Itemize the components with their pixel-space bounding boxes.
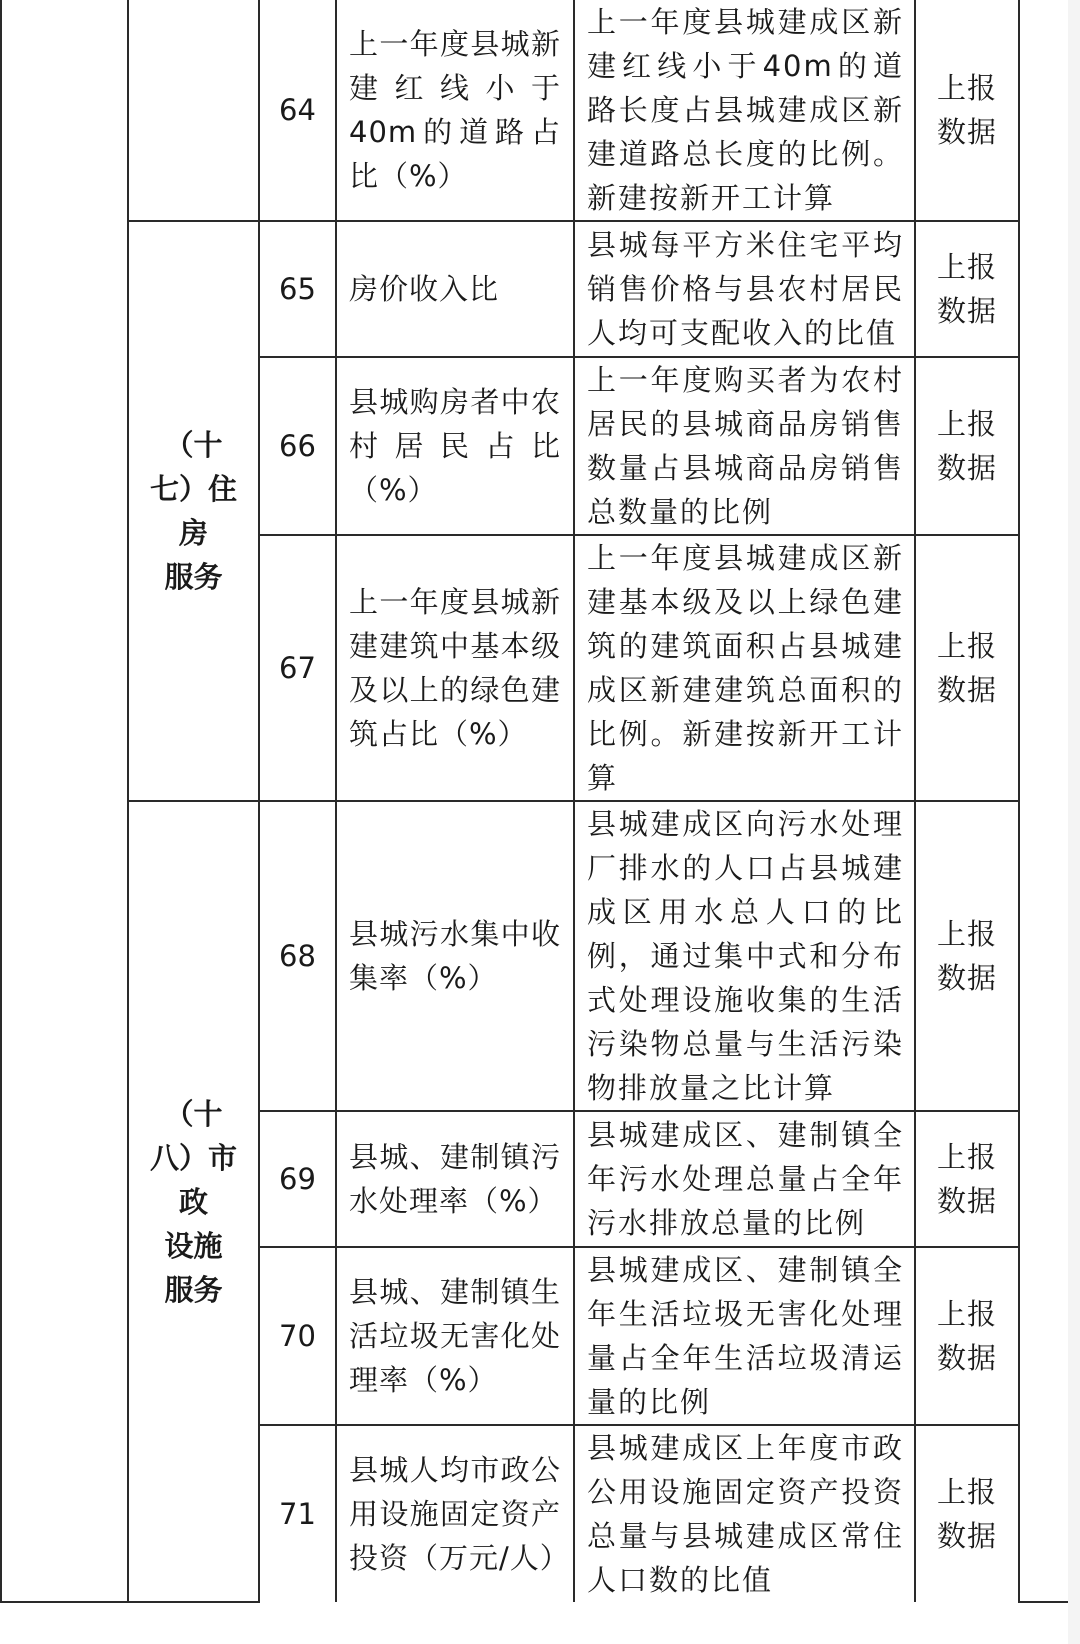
category-cell-continued [128,0,259,221]
row-number: 69 [259,1111,336,1247]
row-number: 65 [259,221,336,357]
data-source-line1: 上报 [936,1140,997,1174]
table-row [1,801,1069,1111]
data-source [915,0,1019,221]
category-municipal [128,801,259,1602]
indicator-name: 上一年度县城新建建筑中基本级及以上的绿色建筑占比（%） [336,535,574,801]
category-line: 八）市 [149,1140,237,1175]
dimension-cell [1,0,128,1602]
data-source-line2: 数据 [936,451,997,485]
data-source [915,535,1019,801]
data-source-line2: 数据 [936,294,997,328]
data-source [915,801,1019,1111]
indicator-name: 县城、建制镇污水处理率（%） [336,1111,574,1247]
remarks-cell [1019,0,1069,1602]
page-edge [1068,0,1080,1644]
data-source-line1: 上报 [936,1297,997,1331]
indicator-definition: 县城每平方米住宅平均销售价格与县农村居民人均可支配收入的比值 [574,221,915,357]
data-source-line2: 数据 [936,1341,997,1375]
data-source-line1: 上报 [936,1475,997,1509]
table-row [1,221,1069,357]
row-number: 64 [259,0,336,221]
indicator-definition: 上一年度购买者为农村居民的县城商品房销售数量占县城商品房销售总数量的比例 [574,357,915,535]
indicator-name: 上一年度县城新建红线小于40m的道路占比（%） [336,0,574,221]
indicator-name: 房价收入比 [336,221,574,357]
row-number: 68 [259,801,336,1111]
data-source-line2: 数据 [936,1519,997,1553]
data-source [915,357,1019,535]
category-line: （十 [164,428,223,462]
category-line: 房 [178,516,208,550]
row-number: 67 [259,535,336,801]
data-source-line1: 上报 [936,71,997,105]
category-line: 服务 [164,560,223,594]
category-housing [128,221,259,801]
indicator-definition: 县城建成区上年度市政公用设施固定资产投资总量与县城建成区常住人口数的比值 [574,1425,915,1602]
data-source-line2: 数据 [936,961,997,995]
category-line: 七）住 [149,472,237,506]
indicator-name: 县城、建制镇生活垃圾无害化处理率（%） [336,1247,574,1425]
indicator-name: 县城污水集中收集率（%） [336,801,574,1111]
category-line: （十 [164,1096,223,1131]
data-source-line1: 上报 [936,250,997,284]
indicator-definition: 县城建成区、建制镇全年污水处理总量占全年污水排放总量的比例 [574,1111,915,1247]
indicator-definition: 上一年度县城建成区新建基本级及以上绿色建筑的建筑面积占县城建成区新建建筑总面积的比例。新建按新开工计算 [574,535,915,801]
data-source [915,1425,1019,1602]
category-line: 政 [178,1184,208,1219]
data-source-line1: 上报 [936,407,997,441]
data-source [915,1111,1019,1247]
category-line: 服务 [164,1272,223,1307]
indicator-name: 县城人均市政公用设施固定资产投资（万元/人） [336,1425,574,1602]
data-source-line1: 上报 [936,917,997,951]
data-source [915,1247,1019,1425]
row-number: 71 [259,1425,336,1602]
indicator-definition: 县城建成区、建制镇全年生活垃圾无害化处理量占全年生活垃圾清运量的比例 [574,1247,915,1425]
data-source-line2: 数据 [936,1184,997,1218]
data-source [915,221,1019,357]
table-row [1,0,1069,221]
data-source-line2: 数据 [936,673,997,707]
row-number: 70 [259,1247,336,1425]
indicator-definition: 县城建成区向污水处理厂排水的人口占县城建成区用水总人口的比例，通过集中式和分布式处理设施收集的生活污染物总量与生活污染物排放量之比计算 [574,801,915,1111]
data-source-line2: 数据 [936,115,997,149]
indicator-definition: 上一年度县城建成区新建红线小于40m的道路长度占县城建成区新建道路总长度的比例。新建按新开工计算 [574,0,915,221]
indicator-name: 县城购房者中农村居民占比（%） [336,357,574,535]
data-source-line1: 上报 [936,629,997,663]
category-line: 设施 [164,1228,223,1263]
row-number: 66 [259,357,336,535]
